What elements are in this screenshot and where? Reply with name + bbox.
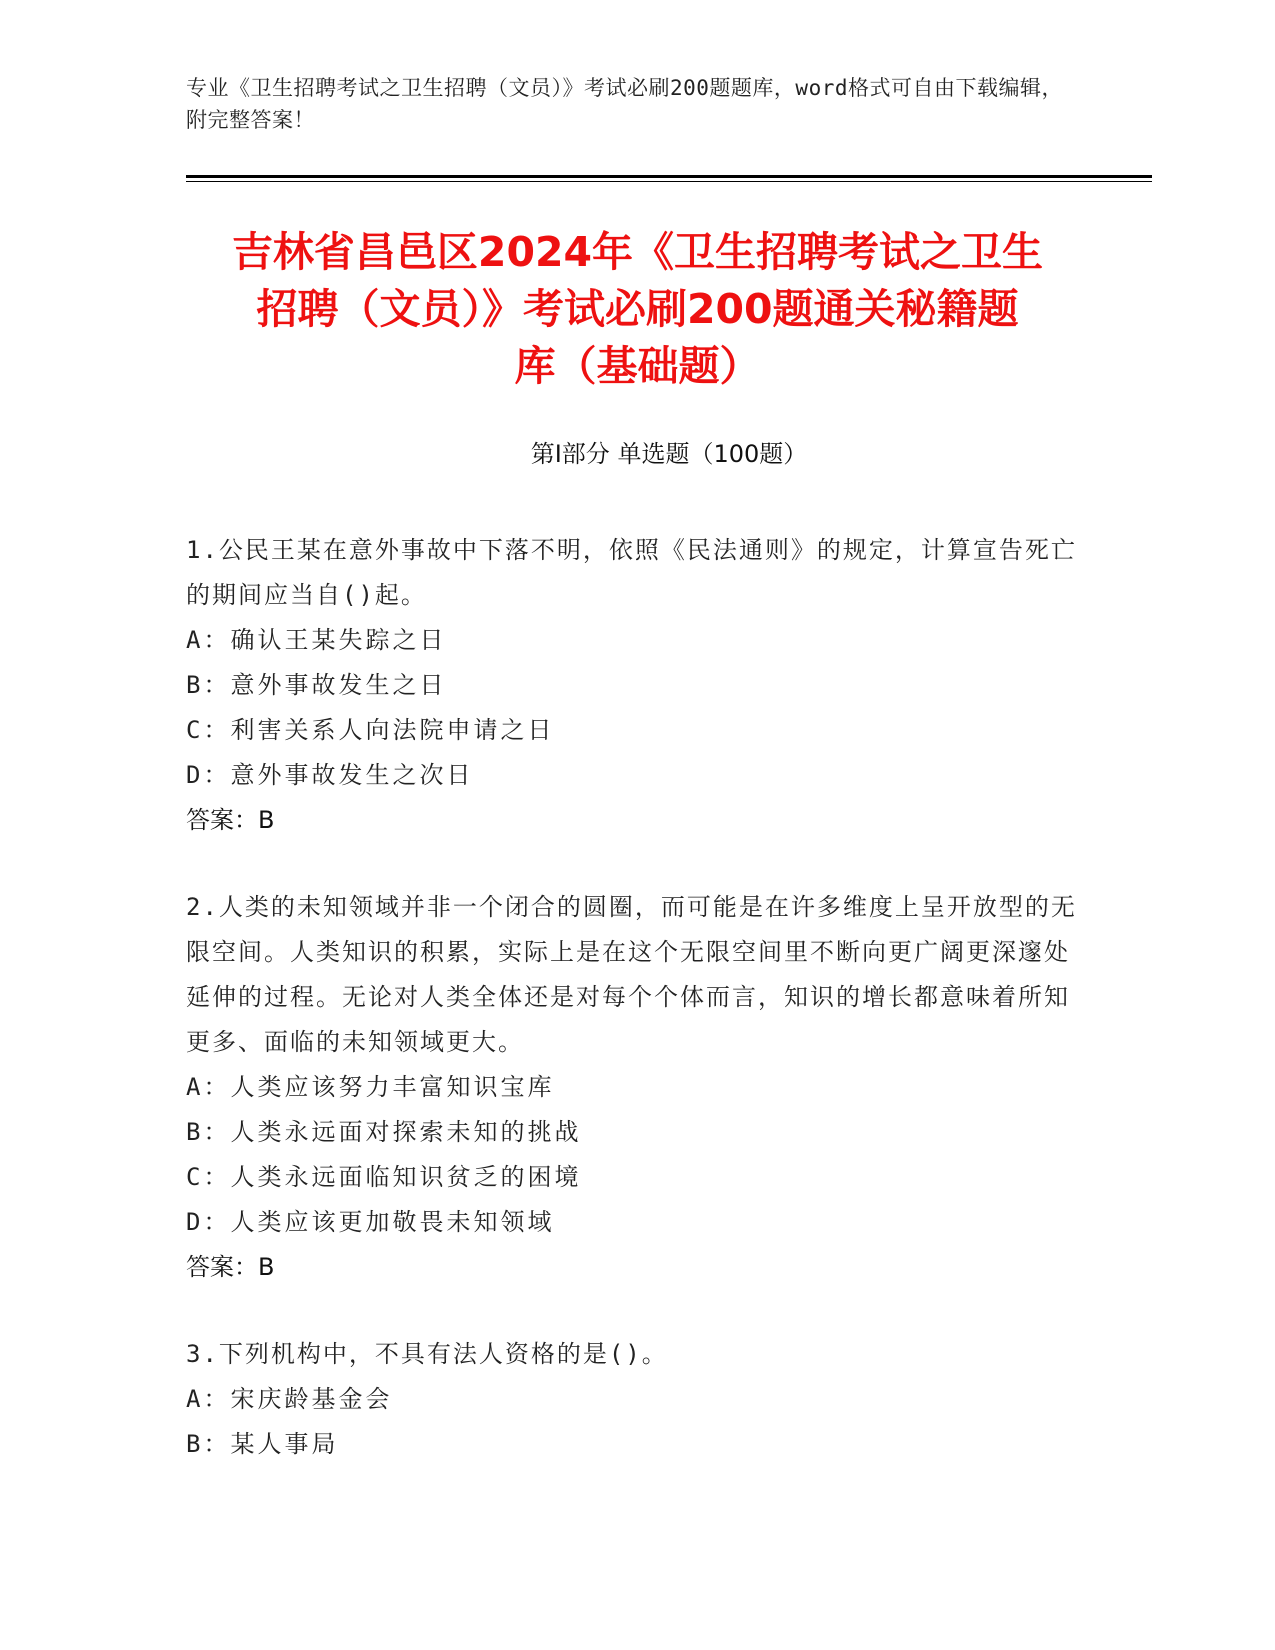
question-text: 1.公民王某在意外事故中下落不明，依照《民法通则》的规定，计算宣告死亡的期间应当自()起。: [186, 536, 1077, 609]
option-b: B：意外事故发生之日: [186, 671, 447, 699]
question-item: [186, 1332, 1086, 1467]
header-divider-thin: [186, 181, 1152, 182]
option-b: B：某人事局: [186, 1430, 339, 1458]
option-a: A：宋庆龄基金会: [186, 1385, 393, 1413]
option-d: D：意外事故发生之次日: [186, 761, 474, 789]
question-list: [186, 528, 1086, 1509]
question-text: 3.下列机构中，不具有法人资格的是()。: [186, 1340, 668, 1368]
option-a: A：确认王某失踪之日: [186, 626, 447, 654]
question-text: 2.人类的未知领域并非一个闭合的圆圈，而可能是在许多维度上呈开放型的无限空间。人类知识的积累，实际上是在这个无限空间里不断向更广阔更深邃处延伸的过程。无论对人类全体还是对每个个体而言，知识的增长都意味着所知更多、面临的未知领域更大。: [186, 893, 1077, 1056]
answer-text: 答案：B: [186, 1253, 275, 1281]
option-a: A：人类应该努力丰富知识宝库: [186, 1073, 555, 1101]
document-title: [160, 224, 1115, 395]
option-c: C：利害关系人向法院申请之日: [186, 716, 555, 744]
answer-text: 答案：B: [186, 806, 275, 834]
header-divider-thick: [186, 175, 1152, 178]
title-line-1: 吉林省昌邑区2024年《卫生招聘考试之卫生: [231, 228, 1044, 276]
question-item: [186, 885, 1086, 1290]
question-item: [186, 528, 1086, 843]
option-b: B：人类永远面对探索未知的挑战: [186, 1118, 582, 1146]
option-d: D：人类应该更加敬畏未知领域: [186, 1208, 555, 1236]
header-note: 专业《卫生招聘考试之卫生招聘（文员）》考试必刷200题题库，word格式可自由下载编辑，附完整答案！: [186, 76, 1063, 132]
section-title: 第Ⅰ部分 单选题（100题）: [530, 440, 808, 468]
title-line-3: 库（基础题）: [514, 342, 761, 390]
option-c: C：人类永远面临知识贫乏的困境: [186, 1163, 582, 1191]
title-line-2: 招聘（文员）》考试必刷200题通关秘籍题: [256, 285, 1019, 333]
